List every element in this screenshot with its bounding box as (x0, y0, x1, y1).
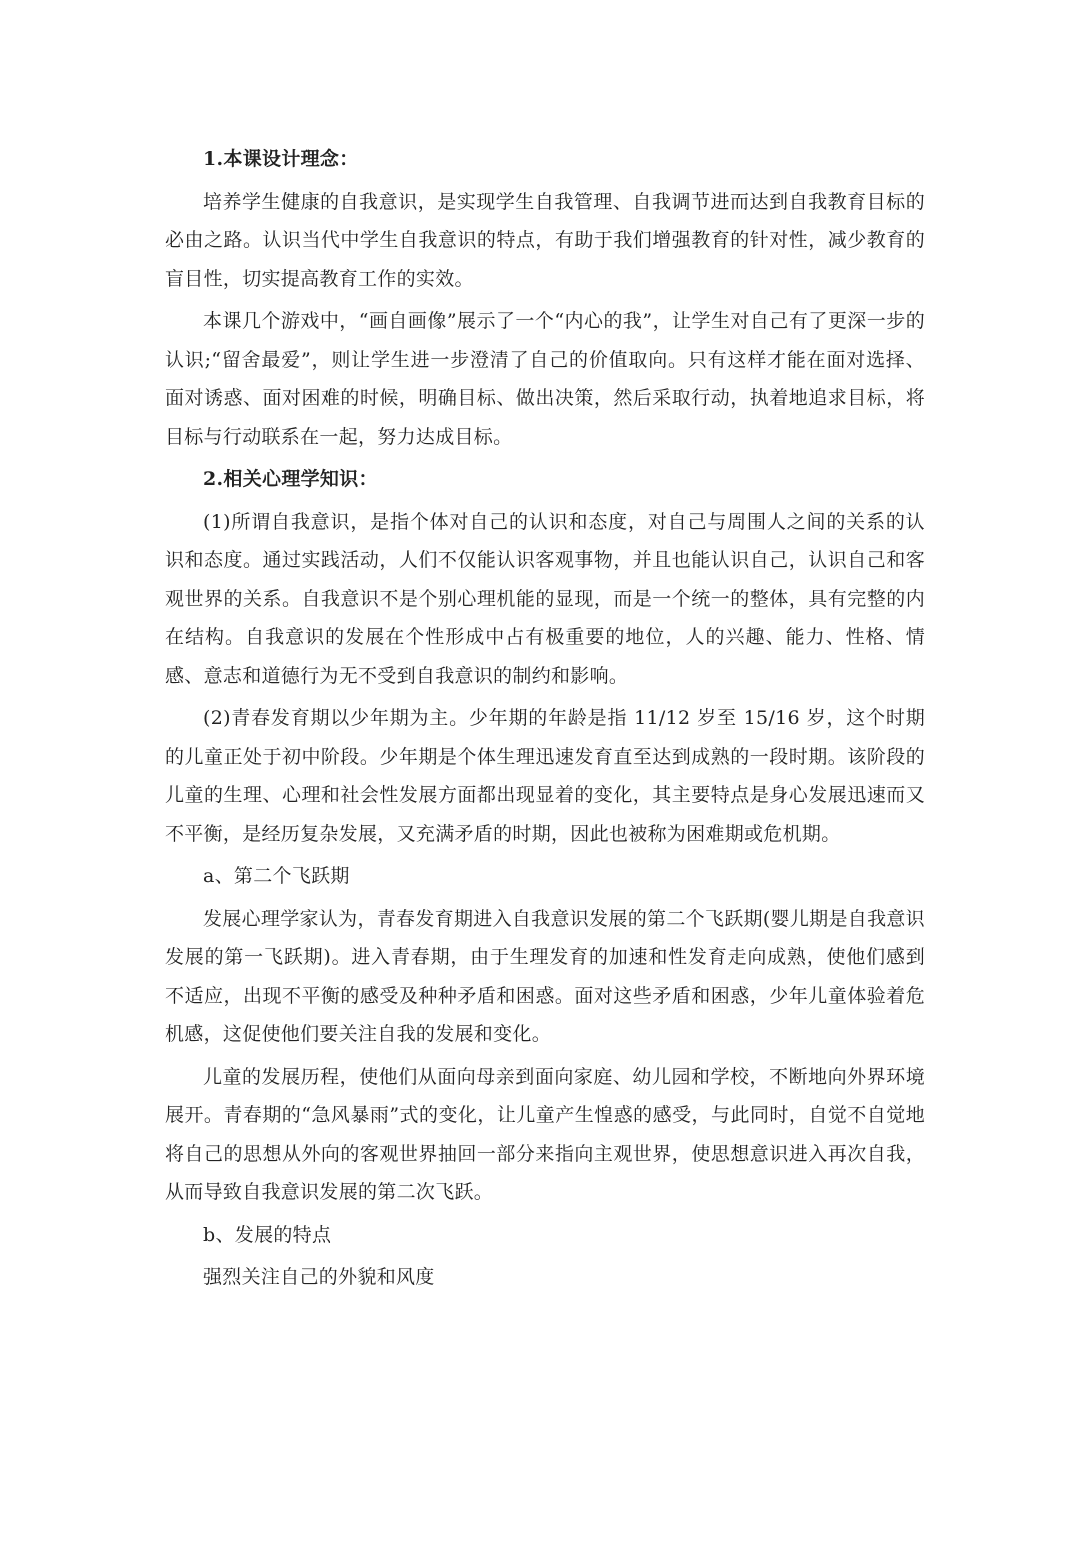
section-heading-design-concept: 1.本课设计理念： (203, 148, 359, 170)
paragraph: (1)所谓自我意识，是指个体对自己的认识和态度，对自己与周围人之间的关系的认识和态度。通过实践活动，人们不仅能认识客观事物，并且也能认识自己，认识自己和客观世界的关系。自我意识不是个别心理机能的显现，而是一个统一的整体，具有完整的内在结构。自我意识的发展在个性形成中占有极重要的地位，人的兴趣、能力、性格、情感、意志和道德行为无不受到自我意识的制约和影响。 (165, 510, 925, 687)
section-heading-psychology-knowledge: 2.相关心理学知识： (203, 468, 378, 490)
paragraph: 本课几个游戏中，“画自画像”展示了一个“内心的我”，让学生对自己有了更深一步的认识;“留舍最爱”，则让学生进一步澄清了自己的价值取向。只有这样才能在面对选择、面对诱惑、面对困难的时候，明确目标、做出决策，然后采取行动，执着地追求目标，将目标与行动联系在一起，努力达成目标。 (165, 310, 925, 448)
paragraph: 发展心理学家认为，青春发育期进入自我意识发展的第二个飞跃期(婴儿期是自我意识发展的第一飞跃期)。进入青春期，由于生理发育的加速和性发育走向成熟，使他们感到不适应，出现不平衡的感受及种种矛盾和困惑。面对这些矛盾和困惑，少年儿童体验着危机感，这促使他们要关注自我的发展和变化。 (165, 907, 925, 1045)
document-page (165, 140, 925, 1301)
paragraph: 儿童的发展历程，使他们从面向母亲到面向家庭、幼儿园和学校，不断地向外界环境展开。青春期的“急风暴雨”式的变化，让儿童产生惶惑的感受，与此同时，自觉不自觉地将自己的思想从外向的客观世界抽回一部分来指向主观世界，使思想意识进入再次自我，从而导致自我意识发展的第二次飞跃。 (165, 1065, 925, 1203)
subheading-development-features: b、发展的特点 (203, 1223, 332, 1246)
subheading-second-leap: a、第二个飞跃期 (203, 865, 350, 887)
paragraph: 培养学生健康的自我意识，是实现学生自我管理、自我调节进而达到自我教育目标的必由之路。认识当代中学生自我意识的特点，有助于我们增强教育的针对性，减少教育的盲目性，切实提高教育工作的实效。 (165, 190, 925, 290)
paragraph: 强烈关注自己的外貌和风度 (203, 1266, 435, 1288)
paragraph: (2)青春发育期以少年期为主。少年期的年龄是指 11/12 岁至 15/16 岁，这个时期的儿童正处于初中阶段。少年期是个体生理迅速发育直至达到成熟的一段时期。该阶段的儿童的生理、心理和社会性发展方面都出现显着的变化，其主要特点是身心发展迅速而又不平衡，是经历复杂发展，又充满矛盾的时期，因此也被称为困难期或危机期。 (165, 707, 925, 845)
